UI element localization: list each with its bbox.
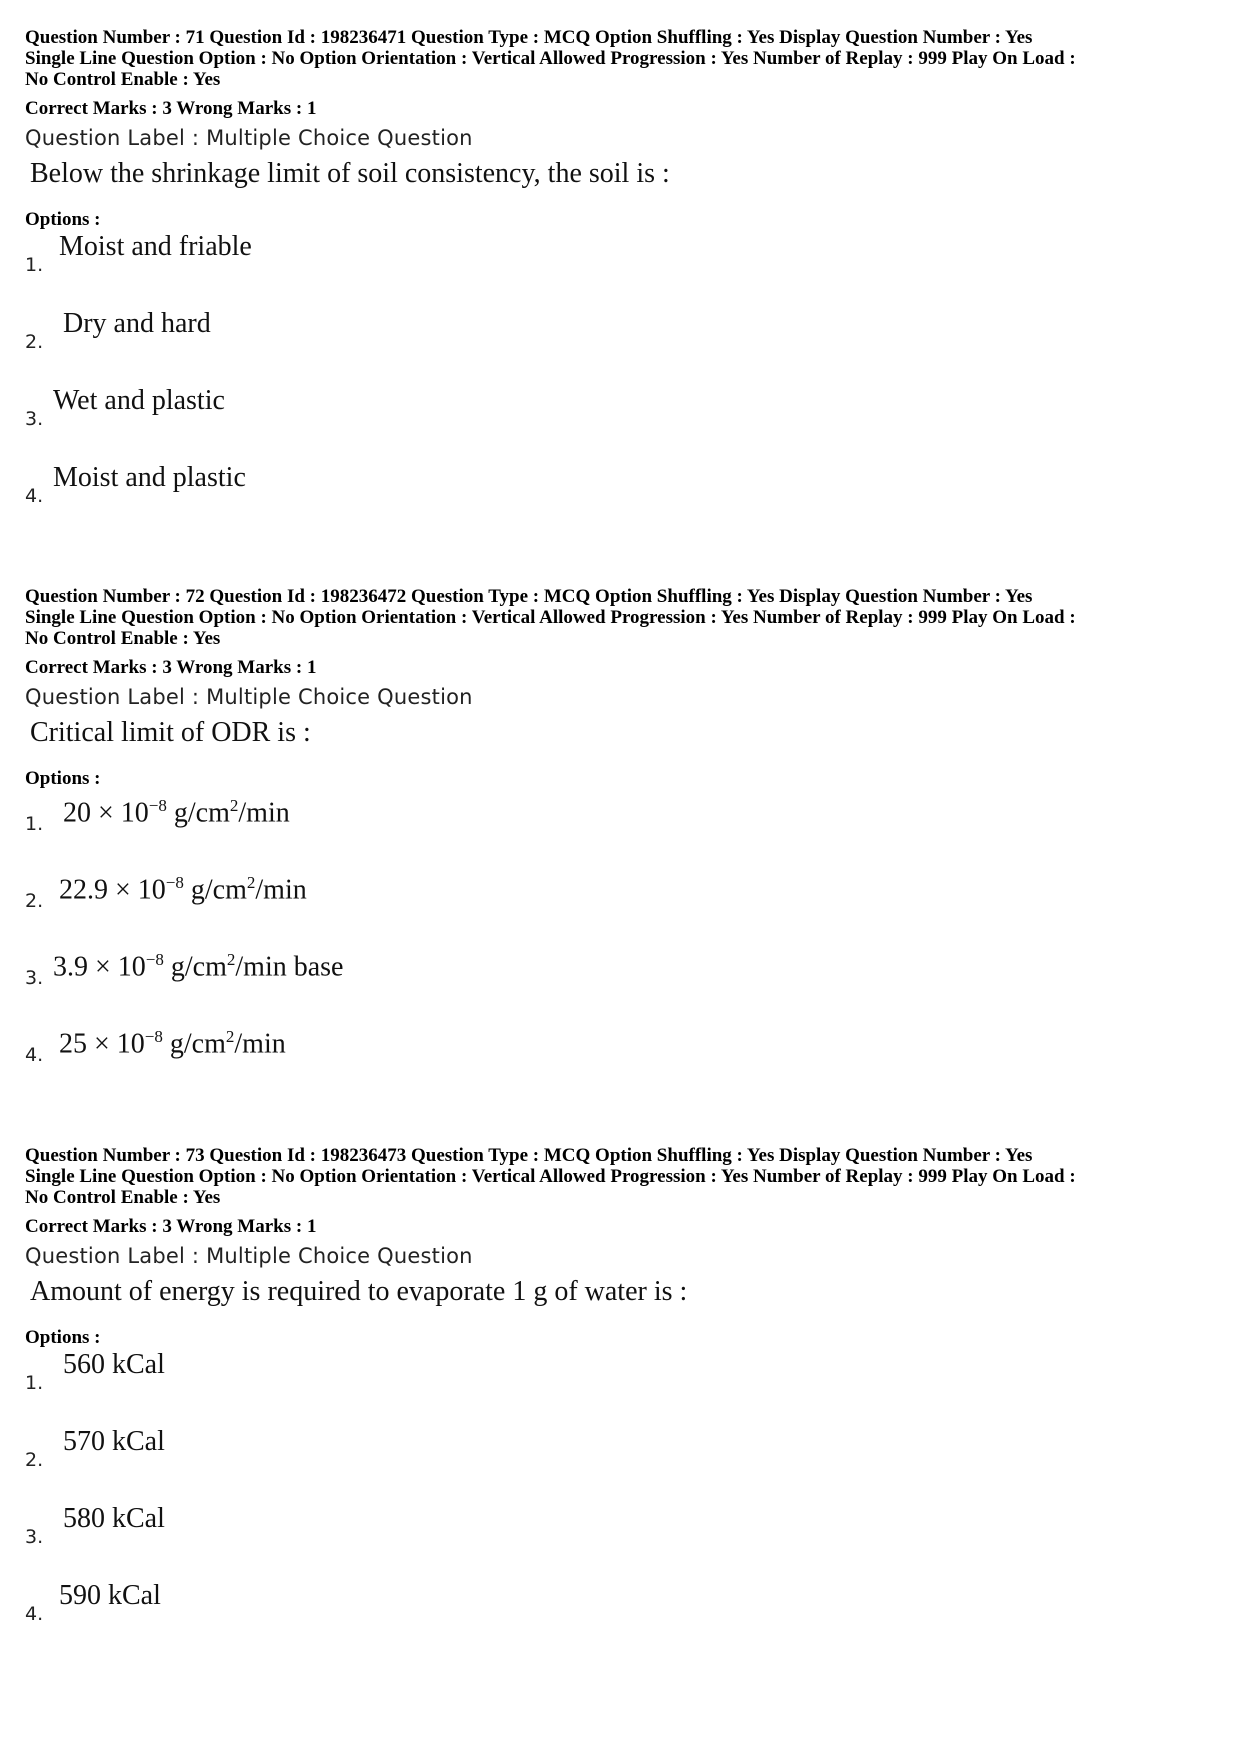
option-text: Dry and hard <box>63 308 211 339</box>
option-formula <box>59 1020 286 1061</box>
formula-unit-exponent: 2 <box>225 1027 235 1046</box>
formula-unit: g/cm <box>166 797 230 829</box>
formula-unit-tail: /min <box>238 797 290 829</box>
formula-coefficient: 25 × 10 <box>59 1028 145 1060</box>
formula-unit: g/cm <box>183 874 247 906</box>
formula-coefficient: 3.9 × 10 <box>53 951 146 983</box>
question-marks: Correct Marks : 3 Wrong Marks : 1 <box>25 657 317 678</box>
question-meta-line: No Control Enable : Yes <box>25 69 221 90</box>
question-block-73 <box>25 1145 1225 1656</box>
formula-coefficient: 22.9 × 10 <box>59 874 166 906</box>
formula-unit: g/cm <box>162 1028 226 1060</box>
question-meta-line: No Control Enable : Yes <box>25 628 221 649</box>
question-meta-line: Question Number : 72 Question Id : 198236472 Question Type : MCQ Option Shuffling : Yes Display Question Number : Yes <box>25 586 1033 607</box>
formula-exponent: −8 <box>165 873 184 892</box>
question-meta-line: Question Number : 73 Question Id : 198236473 Question Type : MCQ Option Shuffling : Yes Display Question Number : Yes <box>25 1145 1033 1166</box>
question-meta-line: No Control Enable : Yes <box>25 1187 221 1208</box>
option-number: 1. <box>25 813 44 835</box>
option-number: 3. <box>25 967 44 989</box>
formula-unit-tail: /min <box>234 1028 286 1060</box>
option-number: 1. <box>25 254 44 276</box>
option-item[interactable] <box>25 1425 1225 1502</box>
option-text: Moist and plastic <box>53 462 246 493</box>
option-text: 570 kCal <box>63 1426 165 1457</box>
option-item[interactable] <box>25 866 1225 943</box>
option-text: 560 kCal <box>63 1349 165 1380</box>
question-marks: Correct Marks : 3 Wrong Marks : 1 <box>25 1216 317 1237</box>
question-meta-line: Single Line Question Option : No Option Orientation : Vertical Allowed Progression : Yes Number of Replay : 999 Play On Load : <box>25 1166 1076 1187</box>
question-text: Below the shrinkage limit of soil consistency, the soil is : <box>30 158 670 189</box>
option-number: 4. <box>25 1603 44 1625</box>
option-item[interactable] <box>25 230 1225 307</box>
options-heading: Options : <box>25 209 101 230</box>
option-text: 590 kCal <box>59 1580 161 1611</box>
formula-unit-exponent: 2 <box>229 796 239 815</box>
formula-exponent: −8 <box>144 1027 163 1046</box>
option-formula <box>53 943 343 984</box>
question-marks: Correct Marks : 3 Wrong Marks : 1 <box>25 98 317 119</box>
option-item[interactable] <box>25 1020 1225 1097</box>
option-number: 1. <box>25 1372 44 1394</box>
question-meta-line: Single Line Question Option : No Option Orientation : Vertical Allowed Progression : Yes Number of Replay : 999 Play On Load : <box>25 607 1076 628</box>
option-number: 3. <box>25 1526 44 1548</box>
formula-exponent: −8 <box>145 950 164 969</box>
formula-exponent: −8 <box>148 796 167 815</box>
question-label: Question Label : Multiple Choice Question <box>25 1244 473 1268</box>
option-formula <box>63 789 290 830</box>
option-item[interactable] <box>25 1579 1225 1656</box>
option-item[interactable] <box>25 384 1225 461</box>
option-item[interactable] <box>25 1502 1225 1579</box>
option-text: Wet and plastic <box>53 385 225 416</box>
formula-unit-exponent: 2 <box>246 873 256 892</box>
option-item[interactable] <box>25 789 1225 866</box>
question-text: Amount of energy is required to evaporate 1 g of water is : <box>30 1276 688 1307</box>
option-text: 580 kCal <box>63 1503 165 1534</box>
option-number: 2. <box>25 890 44 912</box>
question-meta-line: Single Line Question Option : No Option Orientation : Vertical Allowed Progression : Yes Number of Replay : 999 Play On Load : <box>25 48 1076 69</box>
option-item[interactable] <box>25 461 1225 538</box>
formula-unit-exponent: 2 <box>226 950 236 969</box>
question-meta-line: Question Number : 71 Question Id : 198236471 Question Type : MCQ Option Shuffling : Yes Display Question Number : Yes <box>25 27 1033 48</box>
option-number: 3. <box>25 408 44 430</box>
options-heading: Options : <box>25 768 101 789</box>
formula-unit-tail: /min <box>255 874 307 906</box>
question-text: Critical limit of ODR is : <box>30 717 311 748</box>
question-block-72 <box>25 586 1225 1097</box>
option-number: 4. <box>25 485 44 507</box>
option-number: 4. <box>25 1044 44 1066</box>
question-label: Question Label : Multiple Choice Question <box>25 126 473 150</box>
option-number: 2. <box>25 331 44 353</box>
option-formula <box>59 866 307 907</box>
option-number: 2. <box>25 1449 44 1471</box>
option-text: Moist and friable <box>59 231 252 262</box>
question-label: Question Label : Multiple Choice Question <box>25 685 473 709</box>
formula-coefficient: 20 × 10 <box>63 797 149 829</box>
formula-unit: g/cm <box>163 951 227 983</box>
option-item[interactable] <box>25 943 1225 1020</box>
option-item[interactable] <box>25 1348 1225 1425</box>
option-item[interactable] <box>25 307 1225 384</box>
formula-unit-tail: /min base <box>235 951 344 983</box>
question-block-71 <box>25 27 1225 538</box>
options-heading: Options : <box>25 1327 101 1348</box>
